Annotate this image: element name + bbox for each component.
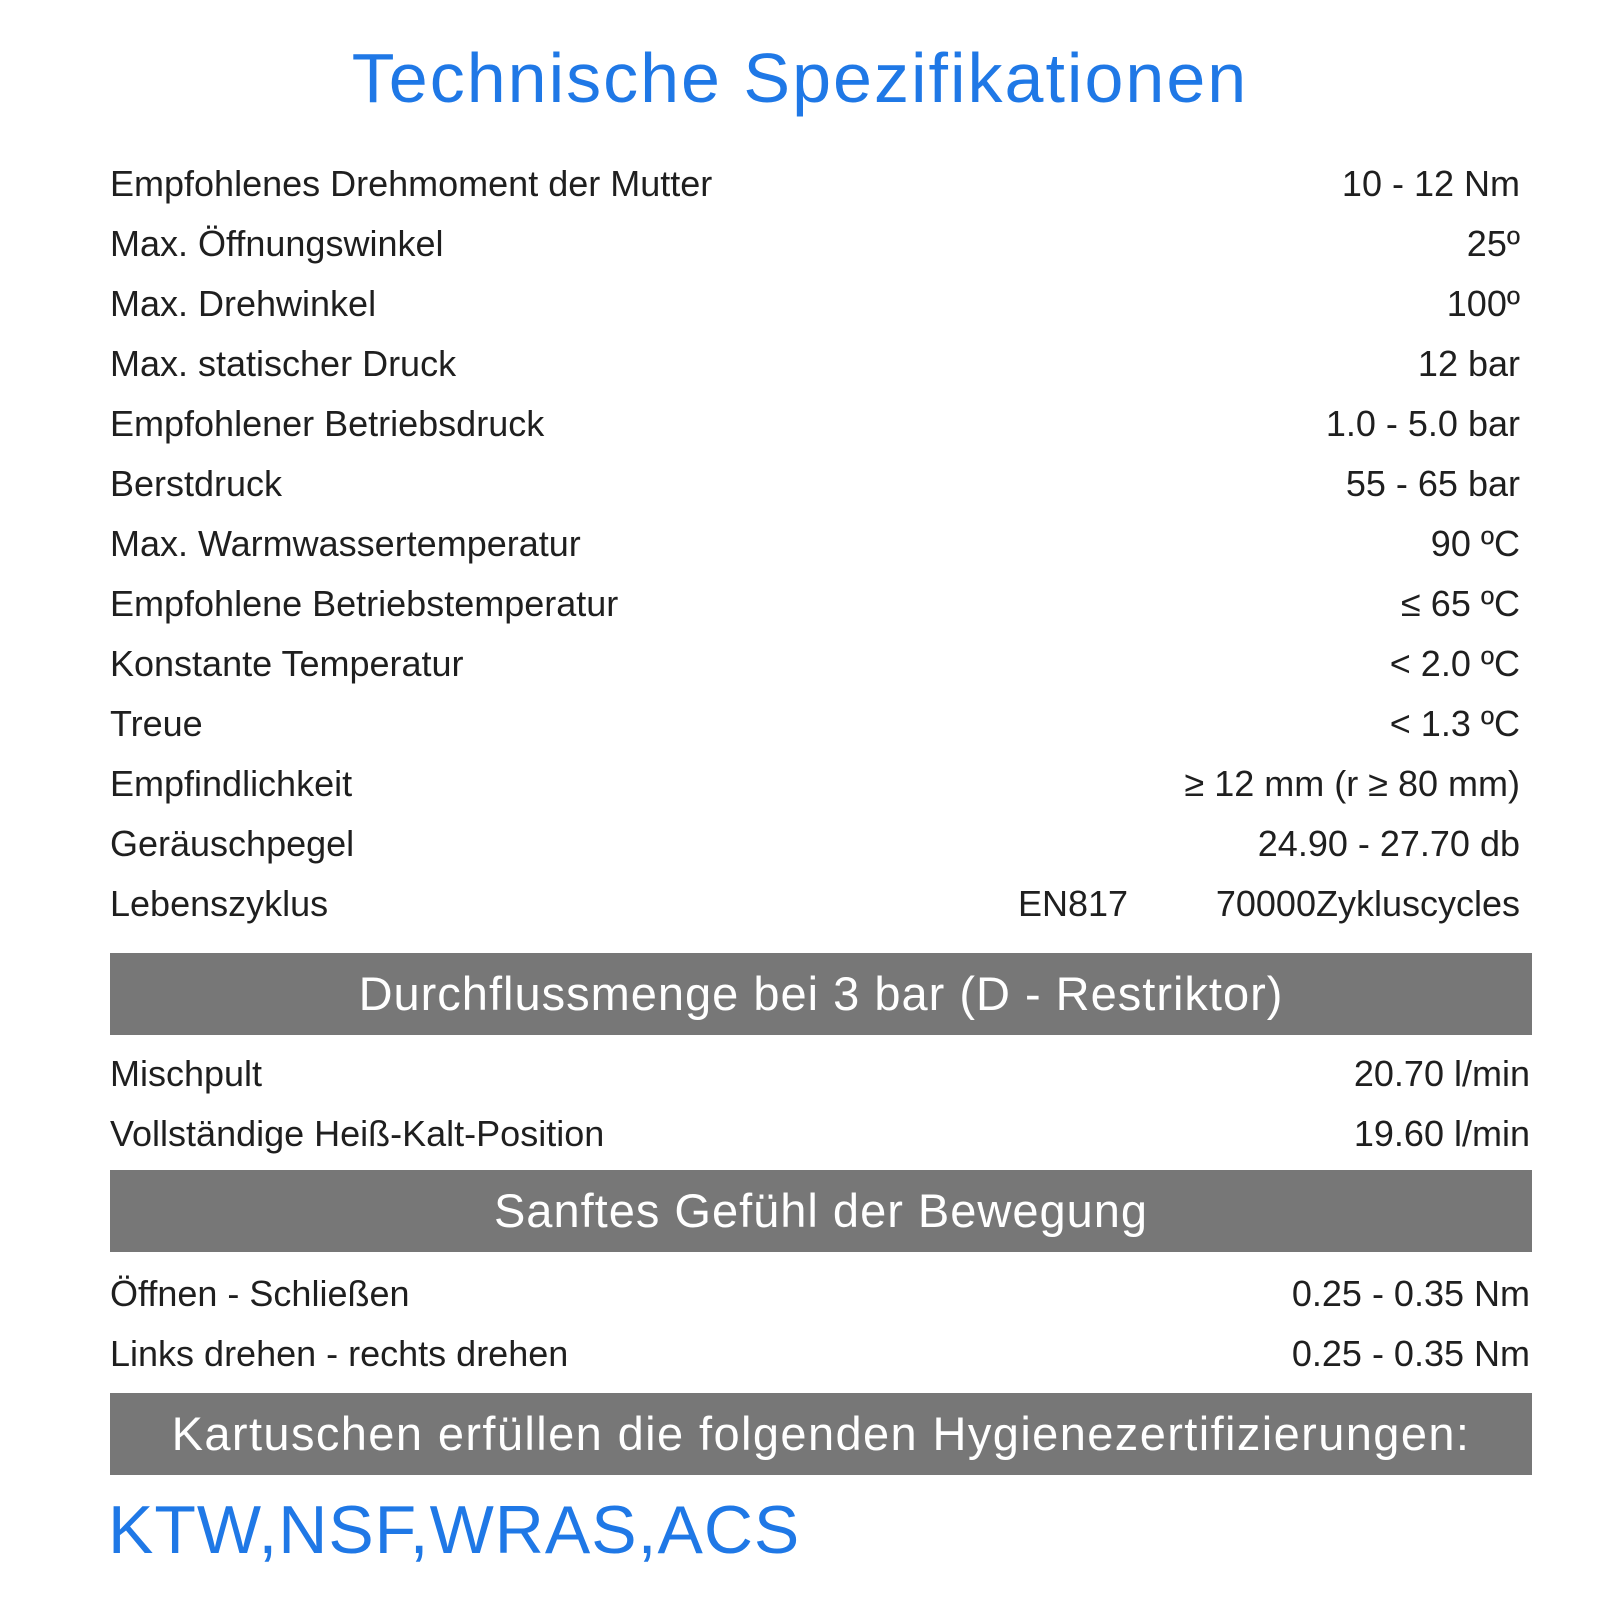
spec-row-rotation-angle [110,274,1520,334]
flow-label: Vollständige Heiß-Kalt-Position [110,1113,605,1154]
spec-label: Empfohlener Betriebsdruck [110,403,545,444]
spec-row-noise-level [110,814,1520,874]
spec-value: 24.90 - 27.70 db [1257,823,1520,864]
certification-list: KTW,NSF,WRAS,ACS [108,1492,801,1568]
spec-label: Max. statischer Druck [110,343,457,384]
spec-row-opening-angle [110,214,1520,274]
spec-label: Empfohlene Betriebstemperatur [110,583,619,624]
flow-row-full-hot-cold [110,1104,1530,1164]
spec-label: Geräuschpegel [110,823,355,864]
spec-row-fidelity [110,694,1520,754]
movement-label: Öffnen - Schließen [110,1273,410,1314]
flow-value: 19.60 l/min [1353,1113,1530,1154]
spec-value: 25º [1466,223,1520,264]
movement-row-rotate [110,1324,1530,1384]
spec-row-life-cycle [110,874,1520,934]
spec-row-operating-pressure [110,394,1520,454]
spec-row-nut-torque [110,154,1520,214]
movement-value: 0.25 - 0.35 Nm [1291,1273,1530,1314]
spec-label: Empfohlenes Drehmoment der Mutter [110,163,713,204]
flow-label: Mischpult [110,1053,263,1094]
spec-value: 10 - 12 Nm [1341,163,1520,204]
spec-standard: EN817 [1018,883,1129,924]
spec-label: Max. Drehwinkel [110,283,377,324]
spec-value: < 1.3 ºC [1389,703,1520,744]
movement-row-open-close [110,1264,1530,1324]
spec-label: Lebenszyklus [110,883,329,924]
spec-label: Empfindlichkeit [110,763,353,804]
spec-row-static-pressure [110,334,1520,394]
spec-row-constant-temp [110,634,1520,694]
spec-value: 70000Zykluscycles [1215,883,1520,924]
spec-value: 12 bar [1417,343,1520,384]
flow-value: 20.70 l/min [1353,1053,1530,1094]
spec-value: 55 - 65 bar [1345,463,1520,504]
spec-label: Treue [110,703,203,744]
page-title: Technische Spezifikationen [351,39,1249,117]
movement-value: 0.25 - 0.35 Nm [1291,1333,1530,1374]
spec-row-sensitivity [110,754,1520,814]
spec-row-hot-water-temp [110,514,1520,574]
hygiene-heading: Kartuschen erfüllen die folgenden Hygienezertifizierungen: [110,1393,1532,1475]
spec-row-operating-temp [110,574,1520,634]
spec-row-burst-pressure [110,454,1520,514]
spec-label: Max. Öffnungswinkel [110,223,444,264]
spec-value: 100º [1446,283,1520,324]
spec-label: Berstdruck [110,463,283,504]
movement-heading: Sanftes Gefühl der Bewegung [110,1170,1532,1252]
flow-rate-heading: Durchflussmenge bei 3 bar (D - Restriktor) [110,953,1532,1035]
spec-label: Max. Warmwassertemperatur [110,523,581,564]
spec-value: ≥ 12 mm (r ≥ 80 mm) [1184,763,1520,804]
spec-value: 1.0 - 5.0 bar [1325,403,1520,444]
flow-row-mixer [110,1044,1530,1104]
movement-label: Links drehen - rechts drehen [110,1333,569,1374]
spec-value: 90 ºC [1430,523,1520,564]
spec-label: Konstante Temperatur [110,643,464,684]
spec-value: ≤ 65 ºC [1401,583,1520,624]
spec-value: < 2.0 ºC [1389,643,1520,684]
